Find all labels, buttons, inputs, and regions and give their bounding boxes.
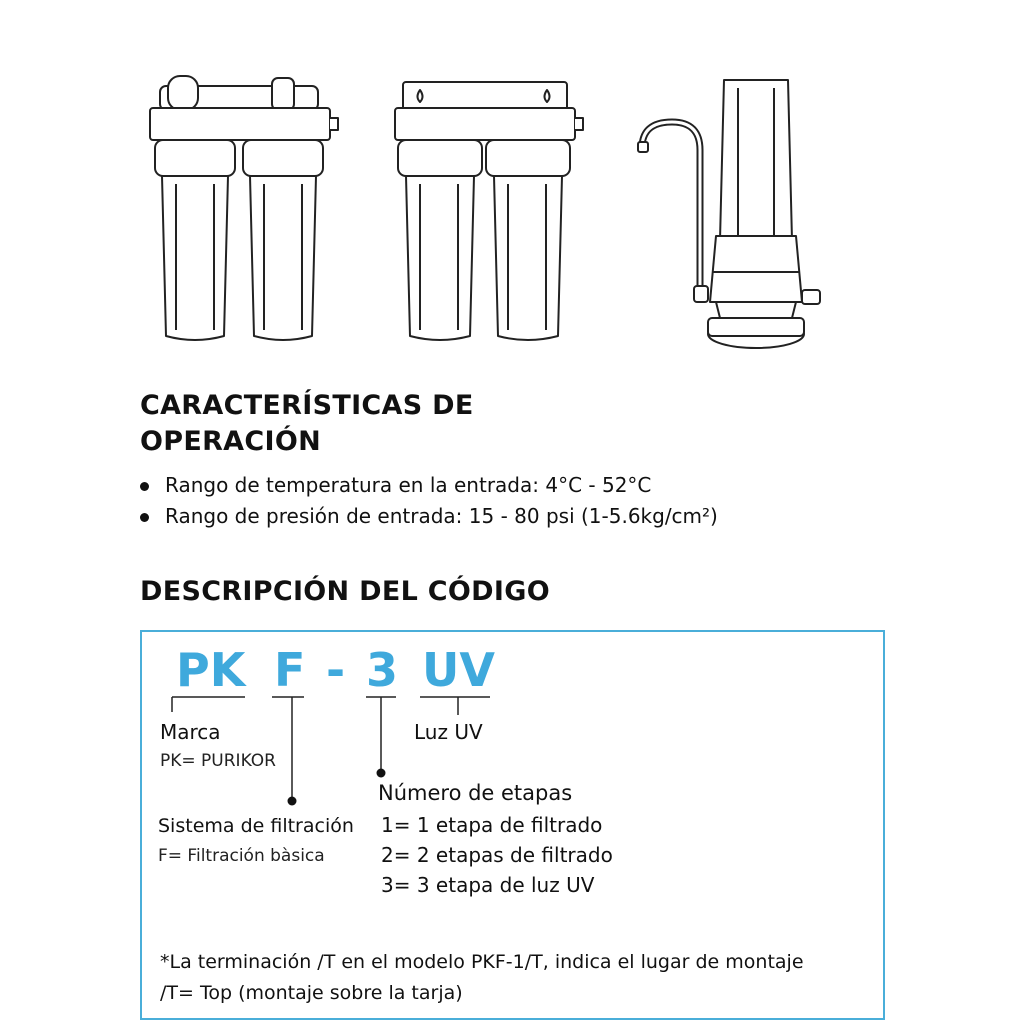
operation-title-line1: CARACTERÍSTICAS DE xyxy=(140,390,474,421)
brand-label: Marca xyxy=(160,720,221,744)
code-segment-filtration: F xyxy=(274,643,306,697)
bullet-text-temperature: Rango de temperatura en la entrada: 4°C - 52°C xyxy=(165,473,652,497)
brand-value: PK= PURIKOR xyxy=(160,751,276,771)
list-item xyxy=(138,501,718,532)
code-segment-brand: PK xyxy=(176,643,246,697)
operation-title-line2: OPERACIÓN xyxy=(140,426,321,457)
bullet-icon xyxy=(140,482,149,491)
code-segment-uv: UV xyxy=(422,643,495,697)
stages-item-2: 2= 2 etapas de filtrado xyxy=(381,843,613,867)
stages-item-1: 1= 1 etapa de filtrado xyxy=(381,813,603,837)
footnote-line1: *La terminación /T en el modelo PKF-1/T, indica el lugar de montaje xyxy=(160,951,804,973)
operation-bullets xyxy=(138,470,718,532)
code-segment-dash: - xyxy=(326,643,346,697)
product-illustrations xyxy=(0,0,1024,370)
uv-label: Luz UV xyxy=(414,720,483,744)
code-segment-stages: 3 xyxy=(366,643,399,697)
bullet-icon xyxy=(140,513,149,522)
stages-item-3: 3= 3 etapa de luz UV xyxy=(381,873,595,897)
list-item xyxy=(138,470,718,501)
code-title: DESCRIPCIÓN DEL CÓDIGO xyxy=(140,576,550,607)
bullet-text-pressure: Rango de presión de entrada: 15 - 80 psi (1-5.6kg/cm²) xyxy=(165,504,718,528)
filtration-value: F= Filtración bàsica xyxy=(158,846,325,866)
operation-title xyxy=(140,388,740,460)
filter-illustrations xyxy=(0,0,1024,370)
footnote-line2: /T= Top (montaje sobre la tarja) xyxy=(160,982,463,1004)
two-stage-filter-icon xyxy=(150,76,338,340)
two-stage-filter-drops-icon xyxy=(395,82,583,340)
stages-label: Número de etapas xyxy=(378,781,573,805)
countertop-uv-filter-icon xyxy=(638,80,820,348)
filtration-label: Sistema de filtración xyxy=(158,815,354,837)
